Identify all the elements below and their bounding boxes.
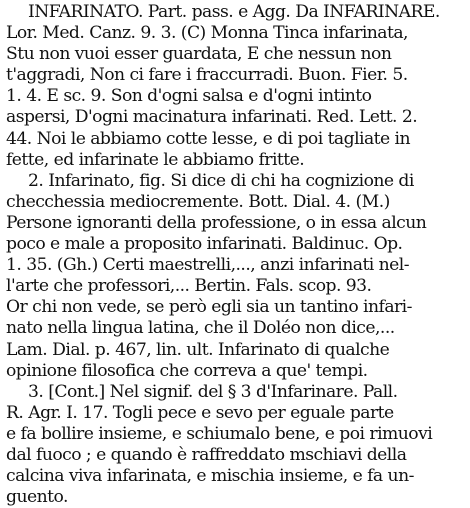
entry-line: Lor. Med. Canz. 9. 3. (C) Monna Tinca infarinata, — [6, 23, 408, 44]
entry-line: Stu non vuoi esser guardata, E che nessun non — [6, 44, 392, 65]
entry-line: 2. Infarinato, fig. Si dice di chi ha cognizione di — [28, 170, 414, 191]
entry-line: aspersi, D'ogni macinatura infarinati. Red. Lett. 2. — [6, 107, 418, 128]
entry-line: l'arte che professori,... Bertin. Fals. scop. 93. — [6, 276, 372, 297]
entry-line: dal fuoco ; e quando è raffreddato mschiavi della — [6, 444, 407, 465]
entry-line: t'aggradi, Non ci fare i fraccurradi. Buon. Fier. 5. — [6, 65, 408, 86]
entry-line: 1. 4. E sc. 9. Son d'ogni salsa e d'ogni intinto — [6, 86, 372, 107]
entry-line: 1. 35. (Gh.) Certi maestrelli,..., anzi infarinati nel- — [6, 255, 410, 276]
entry-line: checchessia mediocremente. Bott. Dial. 4. (M.) — [6, 191, 390, 212]
entry-line: guento. — [6, 487, 68, 508]
entry-line: calcina viva infarinata, e mischia insieme, e fa un- — [6, 466, 414, 487]
entry-line: INFARINATO. Part. pass. e Agg. Da INFARINARE. — [28, 2, 440, 22]
entry-line: Lam. Dial. p. 467, lin. ult. Infarinato di qualche — [6, 339, 390, 360]
entry-line: e fa bollire insieme, e schiumalo bene, e poi rimuovi — [6, 423, 433, 444]
dictionary-entry-infarinato — [6, 2, 464, 508]
entry-line: nato nella lingua latina, che il Doléo non dice,... — [6, 318, 395, 339]
entry-line: 44. Noi le abbiamo cotte lesse, e di poi tagliate in — [6, 128, 411, 149]
entry-line: opinione filosofica che correva a que' tempi. — [6, 360, 368, 381]
entry-line: R. Agr. I. 17. Togli pece e sevo per eguale parte — [6, 402, 394, 423]
entry-line: 3. [Cont.] Nel signif. del § 3 d'Infarinare. Pall. — [28, 381, 398, 402]
entry-line: fette, ed infarinate le abbiamo fritte. — [6, 149, 305, 170]
entry-line: poco e male a proposito infarinati. Baldinuc. Op. — [6, 234, 403, 255]
entry-line: Persone ignoranti della professione, o in essa alcun — [6, 212, 427, 233]
entry-line: Or chi non vede, se però egli sia un tantino infari- — [6, 297, 412, 318]
